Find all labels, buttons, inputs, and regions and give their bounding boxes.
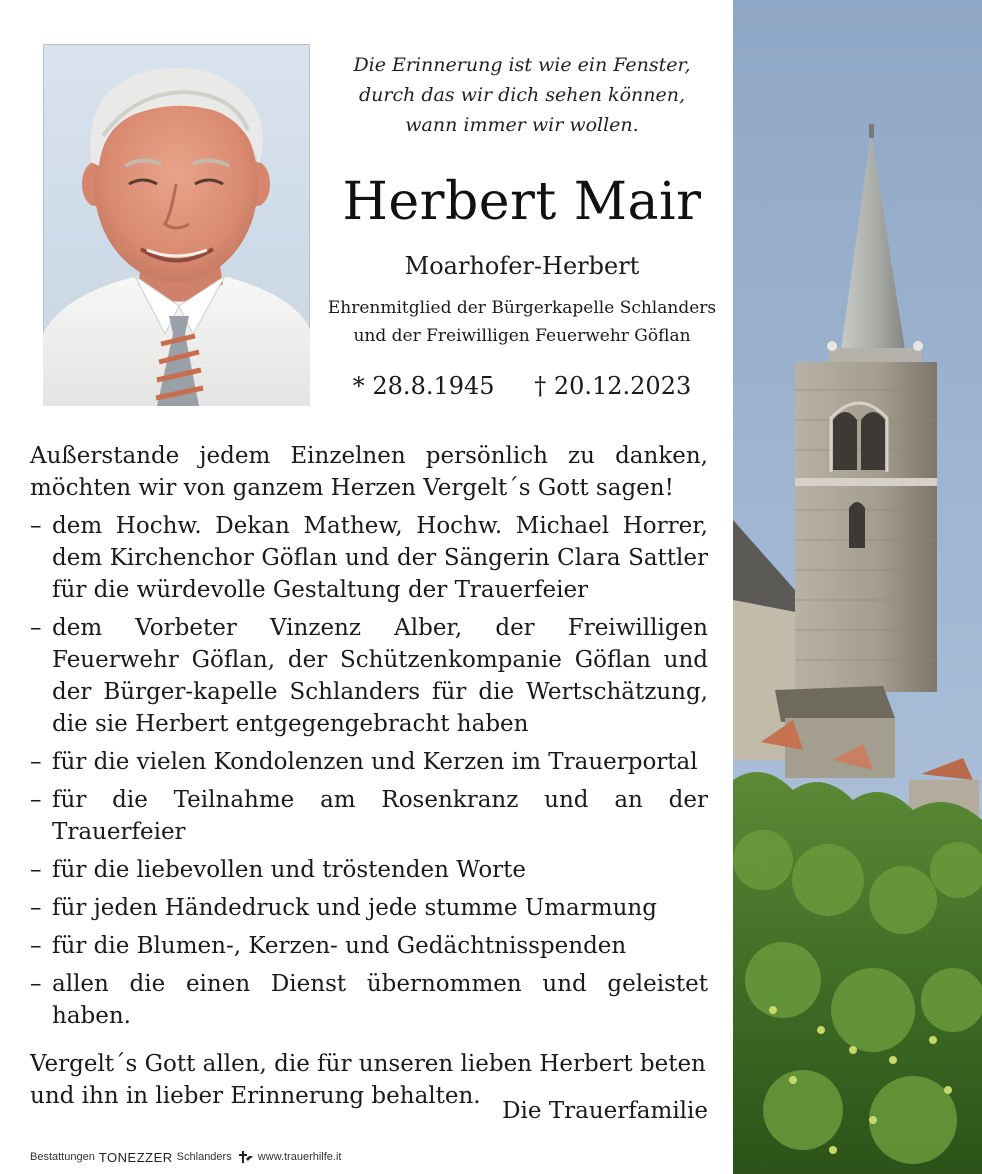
quote-line: durch das wir dich sehen können, — [359, 84, 685, 106]
footer-brand: TONEZZER — [98, 1149, 173, 1165]
dash-marker: – — [30, 513, 42, 539]
list-item — [30, 930, 708, 962]
list-item-text: dem Hochw. Dekan Mathew, Hochw. Michael Horrer, dem Kirchenchor Göflan und der Sängerin Clara Sattler für die würdevolle Gestaltung der Trauerfeier — [52, 513, 708, 603]
list-item-text: für jeden Händedruck und jede stumme Umarmung — [52, 895, 657, 921]
honor-line: und der Freiwilligen Feuerwehr Göflan — [353, 326, 691, 346]
list-item-text: für die liebevollen und tröstenden Worte — [52, 857, 527, 883]
deceased-name: Herbert Mair — [342, 172, 702, 232]
list-item-text: für die vielen Kondolenzen und Kerzen im Trauerportal — [52, 749, 698, 775]
list-item-text: für die Blumen-, Kerzen- und Gedächtnisspenden — [52, 933, 627, 959]
church-tower-image — [733, 0, 982, 1174]
honor-line: Ehrenmitglied der Bürgerkapelle Schlanders — [327, 298, 717, 318]
list-item — [30, 854, 708, 886]
list-item — [30, 510, 708, 606]
footer-town: Schlanders — [176, 1151, 232, 1163]
thanks-list — [30, 510, 708, 1032]
intro-line: Außerstande jedem Einzelnen persönlich zu danken, — [30, 443, 708, 469]
signature: Die Trauerfamilie — [502, 1098, 708, 1124]
dash-marker: – — [30, 857, 42, 883]
closing-line: und ihn in lieber Erinnerung behalten. — [30, 1083, 481, 1109]
cross-dove-icon — [236, 1150, 254, 1164]
list-item-text: dem Vorbeter Vinzenz Alber, der Freiwilligen Feuerwehr Göflan, der Schützenkompanie Göflan und der Bürger-kapelle Schlanders für die Wertschätzung, die sie Herbert entgegengebracht haben — [52, 615, 708, 737]
death-date: † 20.12.2023 — [534, 372, 692, 400]
closing-line: Vergelt´s Gott allen, die für unseren lieben Herbert beten — [30, 1051, 706, 1077]
dash-marker: – — [30, 787, 42, 813]
list-item — [30, 612, 708, 740]
footer-prefix: Bestattungen — [30, 1151, 95, 1163]
thank-you-text — [30, 440, 708, 1112]
honorary-memberships — [322, 294, 722, 350]
list-item — [30, 784, 708, 848]
list-item — [30, 746, 708, 778]
quote-line: wann immer wir wollen. — [405, 114, 639, 136]
portrait-photo — [43, 44, 310, 406]
list-item — [30, 968, 708, 1032]
footer — [30, 1148, 341, 1166]
deceased-nickname: Moarhofer-Herbert — [404, 252, 640, 280]
dash-marker: – — [30, 895, 42, 921]
list-item-text: allen die einen Dienst übernommen und geleistet haben. — [52, 971, 708, 1029]
footer-website: www.trauerhilfe.it — [257, 1151, 342, 1163]
dash-marker: – — [30, 749, 42, 775]
list-item-text: für die Teilnahme am Rosenkranz und an der Trauerfeier — [52, 787, 708, 845]
dash-marker: – — [30, 971, 42, 997]
intro-line: möchten wir von ganzem Herzen Vergelt´s Gott sagen! — [30, 475, 674, 501]
dash-marker: – — [30, 615, 42, 641]
list-item — [30, 892, 708, 924]
life-dates — [322, 368, 722, 404]
memorial-quote — [322, 50, 722, 140]
dash-marker: – — [30, 933, 42, 959]
quote-line: Die Erinnerung ist wie ein Fenster, — [353, 54, 691, 76]
intro-paragraph — [30, 440, 708, 504]
birth-date: * 28.8.1945 — [352, 372, 495, 400]
